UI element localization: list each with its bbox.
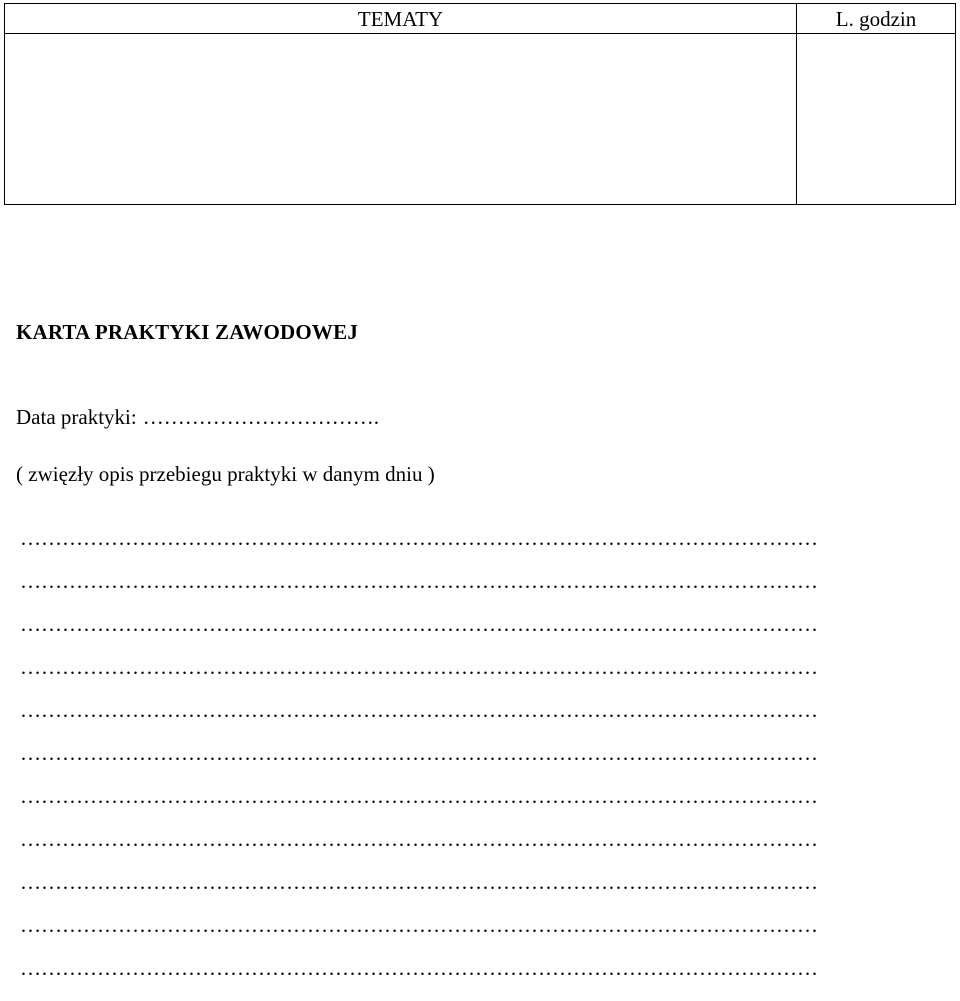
- writing-line[interactable]: ……………………………………………………………………………………………………: [20, 786, 818, 808]
- writing-line[interactable]: ……………………………………………………………………………………………………: [20, 528, 818, 550]
- card-title: KARTA PRAKTYKI ZAWODOWEJ: [16, 320, 359, 344]
- practice-date-fill[interactable]: …………………………….: [142, 405, 379, 429]
- writing-line[interactable]: ……………………………………………………………………………………………………: [20, 657, 818, 679]
- writing-line[interactable]: ……………………………………………………………………………………………………: [20, 700, 818, 722]
- topics-header: TEMATY: [357, 7, 444, 31]
- writing-lines: [20, 528, 932, 1001]
- writing-line[interactable]: ……………………………………………………………………………………………………: [20, 571, 818, 593]
- table-column-divider: [796, 4, 797, 204]
- practice-date-label: Data praktyki:: [16, 405, 137, 429]
- writing-line[interactable]: ……………………………………………………………………………………………………: [20, 872, 818, 894]
- table-header-divider: [5, 33, 955, 34]
- description-hint: ( zwięzły opis przebiegu praktyki w danym dniu ): [16, 462, 435, 486]
- practice-date-row: [16, 405, 379, 430]
- topics-table: [4, 3, 956, 205]
- writing-line[interactable]: ……………………………………………………………………………………………………: [20, 958, 818, 980]
- writing-line[interactable]: ……………………………………………………………………………………………………: [20, 614, 818, 636]
- writing-line[interactable]: ……………………………………………………………………………………………………: [20, 743, 818, 765]
- writing-line[interactable]: ……………………………………………………………………………………………………: [20, 915, 818, 937]
- writing-line[interactable]: ……………………………………………………………………………………………………: [20, 829, 818, 851]
- hours-header: L. godzin: [835, 7, 917, 31]
